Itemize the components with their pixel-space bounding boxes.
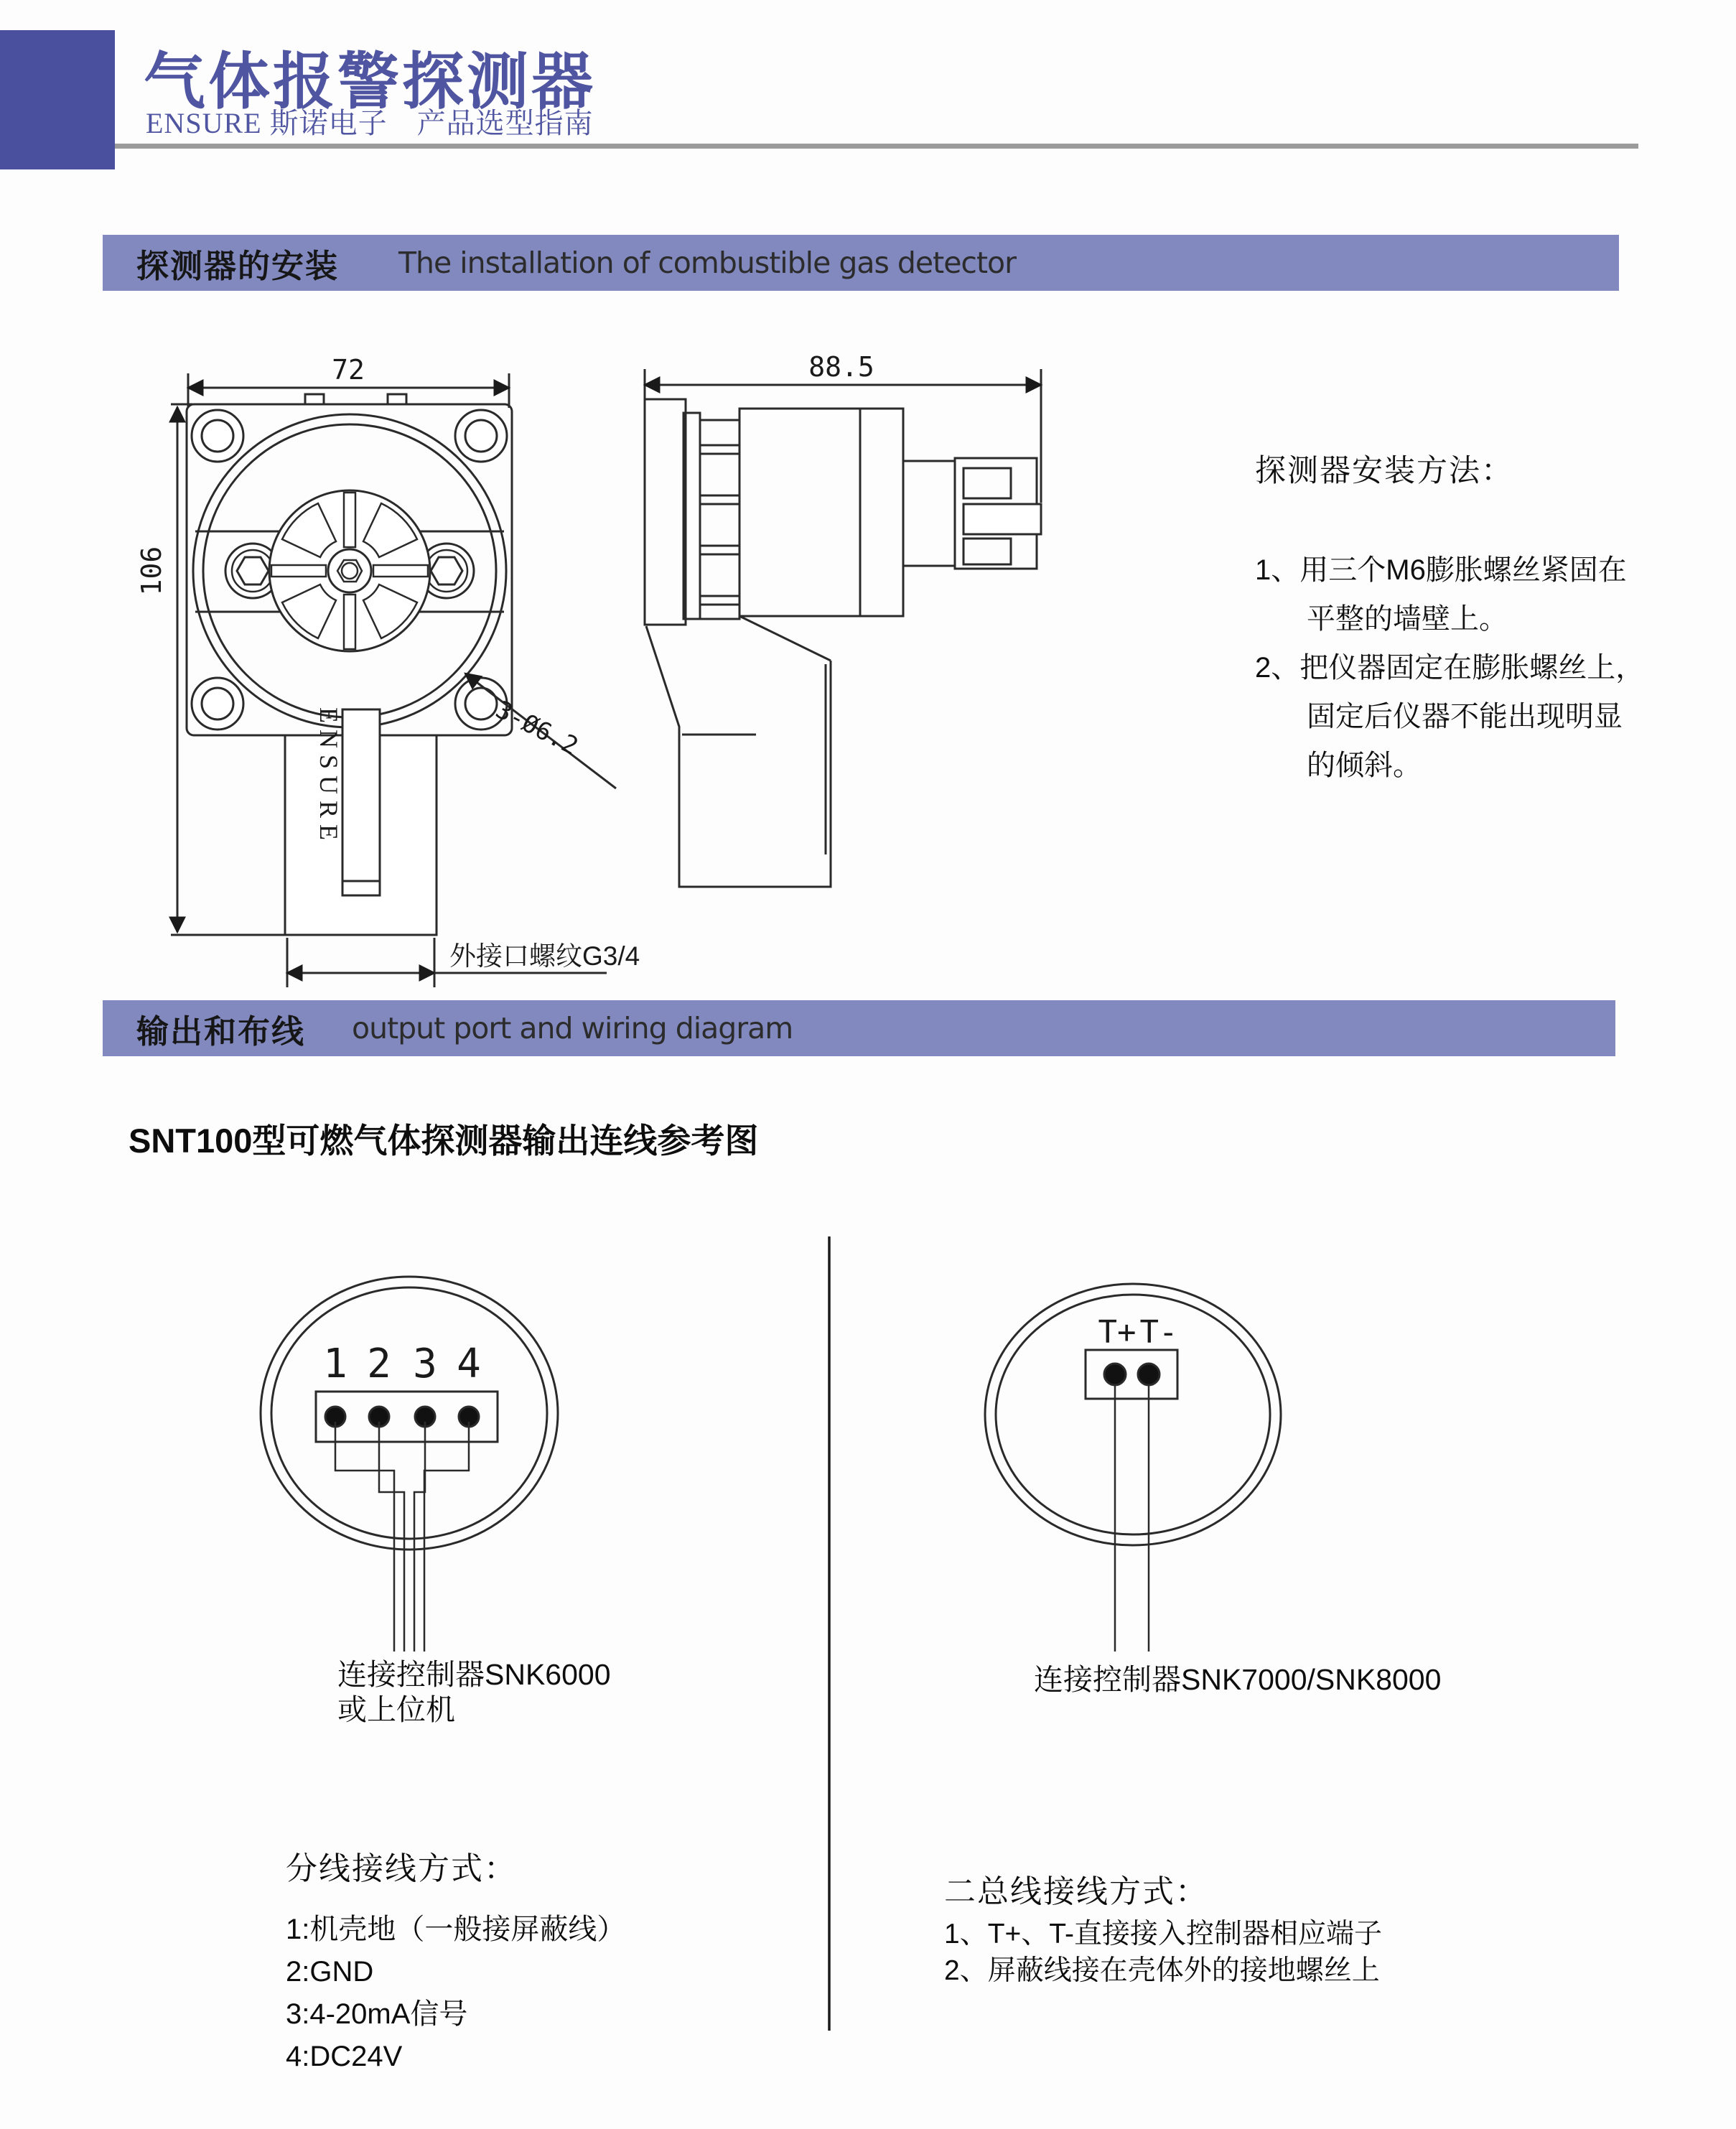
- split-wiring-item: 1:机壳地（一般接屏蔽线）: [286, 1914, 626, 1945]
- split-wiring-list: [286, 1909, 625, 2078]
- split-wiring-item: 4:DC24V: [286, 2041, 403, 2072]
- split-wiring-item: 3:4-20mA信号: [286, 1998, 468, 2030]
- front-thread-dim: [287, 938, 640, 987]
- terminal-number-4: 4: [457, 1341, 481, 1387]
- wiring-diagram-2wire: [985, 1284, 1281, 1652]
- corner-bolt-top-left: [192, 410, 243, 462]
- split-wiring-heading: 分线接线方式：: [286, 1851, 517, 1886]
- side-dim-depth: [645, 351, 1041, 503]
- split-wiring-item: 2:GND: [286, 1956, 374, 1988]
- install-step: 固定后仪器不能出现明显: [1307, 701, 1623, 732]
- side-plate: [645, 399, 686, 625]
- section-banner-wiring: [103, 1000, 1615, 1056]
- front-dim-width: [188, 354, 509, 408]
- corner-bolt-top-right: [455, 410, 507, 462]
- left-circle-inner: [271, 1287, 547, 1539]
- side-ribs: [700, 445, 739, 605]
- bus-wiring-item: 2、屏蔽线接在壳体外的接地螺丝上: [944, 1955, 1380, 1986]
- left-controller-label-line1: 连接控制器SNK6000: [337, 1658, 611, 1691]
- terminal-dot-t-plus: [1104, 1364, 1126, 1385]
- front-thread-label: 外接口螺纹G3/4: [449, 941, 640, 971]
- bus-wiring-item: 1、T+、T-直接接入控制器相应端子: [944, 1919, 1382, 1949]
- section1-title-en: The installation of combustible gas detector: [398, 246, 1016, 280]
- wiring-reference-heading: SNT100型可燃气体探测器输出连线参考图: [129, 1122, 759, 1160]
- side-dim-depth-value: 88.5: [808, 351, 874, 383]
- left-circle-outer: [261, 1277, 558, 1550]
- terminal-number-3: 3: [413, 1341, 437, 1387]
- install-step: 2、把仪器固定在膨胀螺丝上，: [1255, 652, 1645, 684]
- left-controller-label-line2: 或上位机: [337, 1693, 455, 1726]
- front-dim-width-value: 72: [332, 354, 365, 386]
- bus-wiring-heading: 二总线接线方式：: [944, 1874, 1208, 1909]
- brand-engraving: ENSURE: [314, 707, 343, 847]
- install-step: 平整的墙壁上。: [1307, 603, 1508, 635]
- side-ribbed-block: [700, 420, 739, 619]
- terminal-t-plus: T+: [1098, 1314, 1137, 1351]
- terminal-dot-t-minus: [1138, 1364, 1159, 1385]
- side-bottom-box: [646, 616, 831, 887]
- side-plug-pin: [963, 504, 1041, 534]
- left-controller-label: [337, 1657, 611, 1728]
- install-method-list: [1255, 546, 1644, 790]
- wiring-diagram-4wire: [261, 1277, 558, 1652]
- front-stem-slot: [342, 709, 380, 895]
- section1-title-zh: 探测器的安装: [136, 247, 340, 284]
- section2-title-en: output port and wiring diagram: [352, 1011, 793, 1045]
- page-title: 气体报警探测器: [144, 47, 596, 116]
- right-controller-label: 连接控制器SNK7000/SNK8000: [1034, 1663, 1442, 1696]
- right-terminal-block: [1086, 1350, 1177, 1399]
- terminal-t-minus: T-: [1139, 1314, 1178, 1351]
- install-step: 1、用三个M6膨胀螺丝紧固在: [1255, 554, 1627, 586]
- terminal-number-2: 2: [367, 1341, 391, 1387]
- front-dim-height-value: 106: [136, 546, 167, 596]
- bus-wiring-list: [944, 1916, 1382, 1989]
- front-view-drawing: [136, 354, 640, 987]
- side-view-drawing: [645, 351, 1041, 887]
- section2-title-zh: 输出和布线: [136, 1012, 306, 1050]
- side-neck: [903, 461, 955, 566]
- terminal-number-1: 1: [323, 1341, 347, 1387]
- install-step: 的倾斜。: [1307, 750, 1422, 781]
- front-impeller: [269, 490, 430, 651]
- front-hole-callout: [465, 674, 616, 788]
- side-main-body: [739, 409, 903, 616]
- right-wires: [1115, 1385, 1149, 1652]
- install-method-heading: 探测器安装方法：: [1255, 454, 1513, 488]
- page-subtitle: ENSURE 斯诺电子 产品选型指南: [146, 107, 594, 139]
- left-wires: [335, 1422, 469, 1652]
- corner-bolt-bottom-left: [192, 678, 243, 730]
- front-hole-label: 3-Ø6.2: [490, 695, 583, 761]
- front-dim-height: [136, 404, 287, 935]
